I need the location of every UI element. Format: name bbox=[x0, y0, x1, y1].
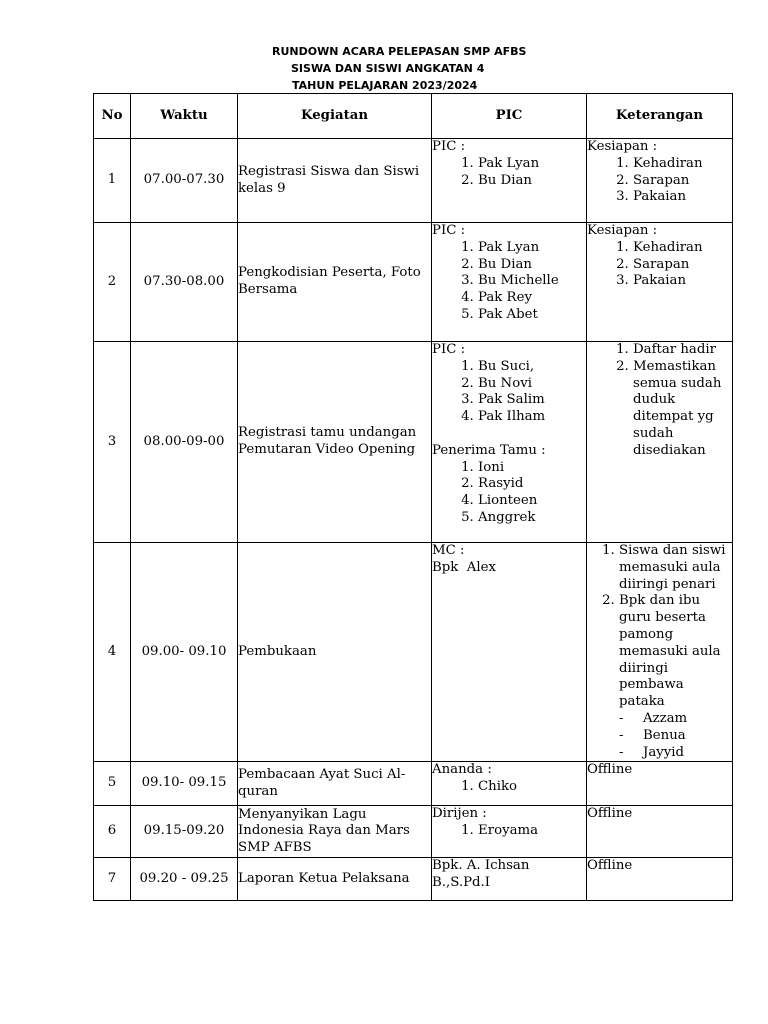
pic-label: PIC : bbox=[432, 139, 466, 154]
table-row bbox=[94, 858, 733, 901]
row-no: 4 bbox=[94, 543, 131, 762]
table-row bbox=[94, 806, 733, 858]
row-no: 3 bbox=[94, 342, 131, 543]
row-waktu: 07.00-07.30 bbox=[131, 139, 238, 223]
dash-item: - Jayyid bbox=[619, 745, 732, 762]
header-keterangan: Keterangan bbox=[587, 94, 733, 139]
row-pic bbox=[432, 223, 587, 342]
table-row bbox=[94, 223, 733, 342]
header-waktu: Waktu bbox=[131, 94, 238, 139]
row-no: 6 bbox=[94, 806, 131, 858]
row-kegiatan: Pengkodisian Peserta, Foto Bersama bbox=[238, 223, 432, 342]
list-item: 4. Pak Ilham bbox=[478, 409, 586, 426]
list-item: 1. Ioni bbox=[478, 460, 586, 477]
row-waktu: 07.30-08.00 bbox=[131, 223, 238, 342]
title-line-2: SISWA DAN SISWI ANGKATAN 4 bbox=[291, 62, 485, 75]
list-item: 5. Anggrek bbox=[478, 510, 586, 527]
table-row bbox=[94, 139, 733, 223]
penerima-tamu-list bbox=[432, 460, 586, 527]
table-row bbox=[94, 762, 733, 806]
pic-list bbox=[432, 156, 586, 190]
row-pic bbox=[432, 858, 587, 901]
ket-list bbox=[587, 156, 732, 206]
list-item: 1. Bu Suci, bbox=[478, 359, 586, 376]
list-item: 1. Chiko bbox=[478, 779, 586, 796]
dash-item: - Benua bbox=[619, 728, 732, 745]
row-no: 2 bbox=[94, 223, 131, 342]
pataka-list bbox=[619, 711, 732, 761]
list-item: 1. Siswa dan siswi memasuki aula diiringi penari bbox=[619, 543, 732, 593]
table-header-row bbox=[94, 94, 733, 139]
list-item: 2. Memastikan semua sudah duduk ditempat yg sudah disediakan bbox=[633, 359, 732, 460]
pic-line: B.,S.Pd.I bbox=[432, 875, 491, 891]
row-pic bbox=[432, 762, 587, 806]
row-no: 7 bbox=[94, 858, 131, 901]
pic-line: Bpk. A. Ichsan bbox=[432, 858, 530, 874]
penerima-tamu-label: Penerima Tamu : bbox=[432, 442, 546, 458]
row-kegiatan: Registrasi tamu undangan Pemutaran Video Opening bbox=[238, 342, 432, 543]
row-kegiatan: Menyanyikan Lagu Indonesia Raya dan Mars SMP AFBS bbox=[238, 806, 432, 858]
header-pic: PIC bbox=[432, 94, 587, 139]
list-item: 4. Pak Rey bbox=[478, 290, 586, 307]
list-item: 1. Eroyama bbox=[478, 823, 586, 840]
pic-label: Dirijen : bbox=[432, 806, 487, 822]
pic-list bbox=[432, 779, 586, 796]
ket-label: Kesiapan : bbox=[587, 139, 658, 154]
ket-list bbox=[587, 543, 732, 761]
row-pic bbox=[432, 139, 587, 223]
list-item: 2. Bu Novi bbox=[478, 376, 586, 393]
list-item: 1. Daftar hadir bbox=[633, 342, 732, 359]
row-pic bbox=[432, 342, 587, 543]
spacer bbox=[432, 426, 586, 443]
header-kegiatan: Kegiatan bbox=[238, 94, 432, 139]
pic-list bbox=[432, 240, 586, 324]
ket-label: Kesiapan : bbox=[587, 223, 658, 238]
row-waktu: 09.15-09.20 bbox=[131, 806, 238, 858]
list-item: 2. Rasyid bbox=[478, 476, 586, 493]
row-pic bbox=[432, 806, 587, 858]
row-waktu: 09.10- 09.15 bbox=[131, 762, 238, 806]
row-waktu: 09.20 - 09.25 bbox=[131, 858, 238, 901]
list-item bbox=[619, 593, 732, 761]
row-keterangan: Offline bbox=[587, 806, 733, 858]
row-pic bbox=[432, 543, 587, 762]
row-kegiatan: Laporan Ketua Pelaksana bbox=[238, 858, 432, 901]
row-waktu: 08.00-09-00 bbox=[131, 342, 238, 543]
list-item: 1. Pak Lyan bbox=[478, 156, 586, 173]
row-keterangan bbox=[587, 139, 733, 223]
table-row bbox=[94, 342, 733, 543]
pic-label: PIC : bbox=[432, 342, 466, 357]
list-item: 2. Bu Dian bbox=[478, 257, 586, 274]
title-line-1: RUNDOWN ACARA PELEPASAN SMP AFBS bbox=[272, 45, 527, 58]
dash-item: - Azzam bbox=[619, 711, 732, 728]
list-item: 1. Pak Lyan bbox=[478, 240, 586, 257]
row-keterangan: Offline bbox=[587, 762, 733, 806]
pic-label: PIC : bbox=[432, 223, 466, 238]
list-item: 3. Pakaian bbox=[633, 273, 732, 290]
row-no: 1 bbox=[94, 139, 131, 223]
header-no: No bbox=[94, 94, 131, 139]
row-keterangan: Offline bbox=[587, 858, 733, 901]
row-waktu: 09.00- 09.10 bbox=[131, 543, 238, 762]
row-kegiatan: Pembukaan bbox=[238, 543, 432, 762]
list-item: 3. Bu Michelle bbox=[478, 273, 586, 290]
row-keterangan bbox=[587, 342, 733, 543]
row-keterangan bbox=[587, 543, 733, 762]
pic-list bbox=[432, 359, 586, 426]
list-item: 1. Kehadiran bbox=[633, 240, 732, 257]
row-no: 5 bbox=[94, 762, 131, 806]
rundown-table bbox=[93, 93, 733, 901]
ket-list bbox=[587, 342, 732, 460]
list-item: 3. Pakaian bbox=[633, 189, 732, 206]
mc-label: MC : bbox=[432, 543, 465, 558]
row-kegiatan: Registrasi Siswa dan Siswi kelas 9 bbox=[238, 139, 432, 223]
list-item: 5. Pak Abet bbox=[478, 307, 586, 324]
list-item: 1. Kehadiran bbox=[633, 156, 732, 173]
list-item: 2. Bu Dian bbox=[478, 173, 586, 190]
list-item: 2. Sarapan bbox=[633, 257, 732, 274]
row-kegiatan: Pembacaan Ayat Suci Al-quran bbox=[238, 762, 432, 806]
list-item-text: Bpk dan ibu guru beserta pamong memasuki aula diiringi pembawa pataka bbox=[619, 593, 721, 710]
pic-list bbox=[432, 823, 586, 840]
pic-label: Ananda : bbox=[432, 762, 492, 778]
list-item: 3. Pak Salim bbox=[478, 392, 586, 409]
ket-list bbox=[587, 240, 732, 290]
list-item: 2. Sarapan bbox=[633, 173, 732, 190]
title-line-3: TAHUN PELAJARAN 2023/2024 bbox=[292, 79, 478, 92]
table-row bbox=[94, 543, 733, 762]
mc-name: Bpk Alex bbox=[432, 559, 497, 575]
row-keterangan bbox=[587, 223, 733, 342]
list-item: 4. Lionteen bbox=[478, 493, 586, 510]
